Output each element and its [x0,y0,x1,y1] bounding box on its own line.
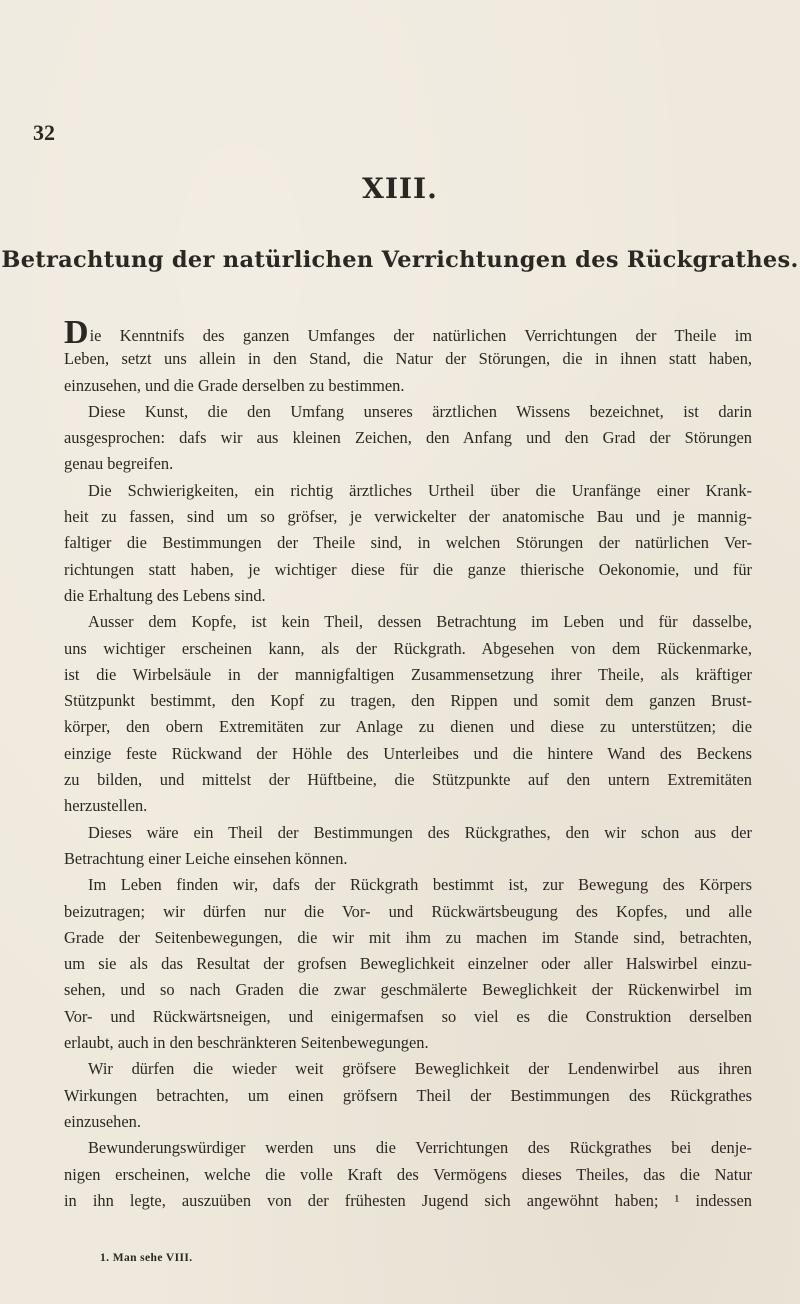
footnote: 1. Man sehe VIII. [100,1252,193,1264]
text-line: erlaubt, auch in den beschränkteren Seitenbewegungen. [64,1033,429,1053]
body-text [64,314,752,1214]
text-line: Stützpunkt bestimmt, den Kopf zu tragen, den Rippen und somit dem ganzen Brust- [64,691,752,711]
text-line: körper, den obern Extremitäten zur Anlage zu dienen und diese zu unterstützen; die [64,717,752,737]
text-line: beizutragen; wir dürfen nur die Vor- und Rückwärtsbeugung des Kopfes, und alle [64,901,752,921]
text-line: um sie als das Resultat der grofsen Beweglichkeit einzelner oder aller Halswirbel einzu- [64,954,752,974]
text-line: genau begreifen. [64,454,174,474]
text-line: Bewunderungswürdiger werden uns die Verrichtungen des Rückgrathes bei denje- [88,1138,752,1158]
chapter-title: Betrachtung der natürlichen Verrichtungen des Rückgrathes. [1,247,799,273]
text-line: Dieses wäre ein Theil der Bestimmungen des Rückgrathes, den wir schon aus der [88,822,752,842]
text-line: Im Leben finden wir, dafs der Rückgrath bestimmt ist, zur Bewegung des Körpers [88,875,752,895]
text-line: sehen, und so nach Graden die zwar geschmälerte Beweglichkeit der Rückenwirbel im [64,980,752,1000]
text-line: Leben, setzt uns allein in den Stand, die Natur der Störungen, die in ihnen statt haben, [64,349,752,369]
text-line: Die Schwierigkeiten, ein richtig ärztliches Urtheil über die Uranfänge einer Krank- [88,480,752,500]
text-line: Ausser dem Kopfe, ist kein Theil, dessen Betrachtung im Leben und für dasselbe, [88,612,752,632]
text-line: einzige feste Rückwand der Höhle des Unterleibes und die hintere Wand des Beckens [64,743,752,763]
text-line: nigen erscheinen, welche die volle Kraft des Vermögens dieses Theiles, das die Natur [64,1164,752,1184]
text-line: Grade der Seitenbewegungen, die wir mit ihm zu machen im Stande sind, betrachten, [64,927,752,947]
drop-cap: D [64,314,89,351]
text-line: die Erhaltung des Lebens sind. [64,585,266,605]
text-line: einzusehen. [64,1111,141,1131]
text-line: heit zu fassen, sind um so gröfser, je verwickelter der anatomische Bau und je mannig- [64,507,752,527]
text-line: Diese Kunst, die den Umfang unseres ärztlichen Wissens bezeichnet, ist darin [88,401,752,421]
text-line: Vor- und Rückwärtsneigen, und einigermafsen so viel es die Construktion derselben [64,1006,752,1026]
text-line: in ihn legte, auszuüben von der frühesten Jugend sich angewöhnt haben; ¹ indessen [64,1190,752,1210]
text-line: Die Kenntnifs des ganzen Umfanges der natürlichen Verrichtungen der Theile im [64,314,752,351]
text-line: faltiger die Bestimmungen der Theile sind, in welchen Störungen der natürlichen Ver- [64,533,752,553]
page-number: 32 [33,120,55,145]
text-line: zu bilden, und mittelst der Hüftbeine, die Stützpunkte auf den untern Extremitäten [64,770,752,790]
text-line: Betrachtung einer Leiche einsehen können. [64,848,348,868]
text-line: uns wichtiger erscheinen kann, als der Rückgrath. Abgesehen von dem Rückenmarke, [64,638,752,658]
text-line: herzustellen. [64,796,148,816]
text-line: ausgesprochen: dafs wir aus kleinen Zeichen, den Anfang und den Grad der Störungen [64,428,752,448]
text-line: Wir dürfen die wieder weit gröfsere Beweglichkeit der Lendenwirbel aus ihren [88,1059,752,1079]
text-line: ist die Wirbelsäule in der mannigfaltigen Zusammensetzung ihrer Theile, als kräftiger [64,664,752,684]
text-line: einzusehen, und die Grade derselben zu bestimmen. [64,375,405,395]
text-line: richtungen statt haben, je wichtiger diese für die ganze thierische Oekonomie, und für [64,559,752,579]
text-line: Wirkungen betrachten, um einen gröfsern Theil der Bestimmungen des Rückgrathes [64,1085,752,1105]
chapter-number: XIII. [362,172,438,205]
